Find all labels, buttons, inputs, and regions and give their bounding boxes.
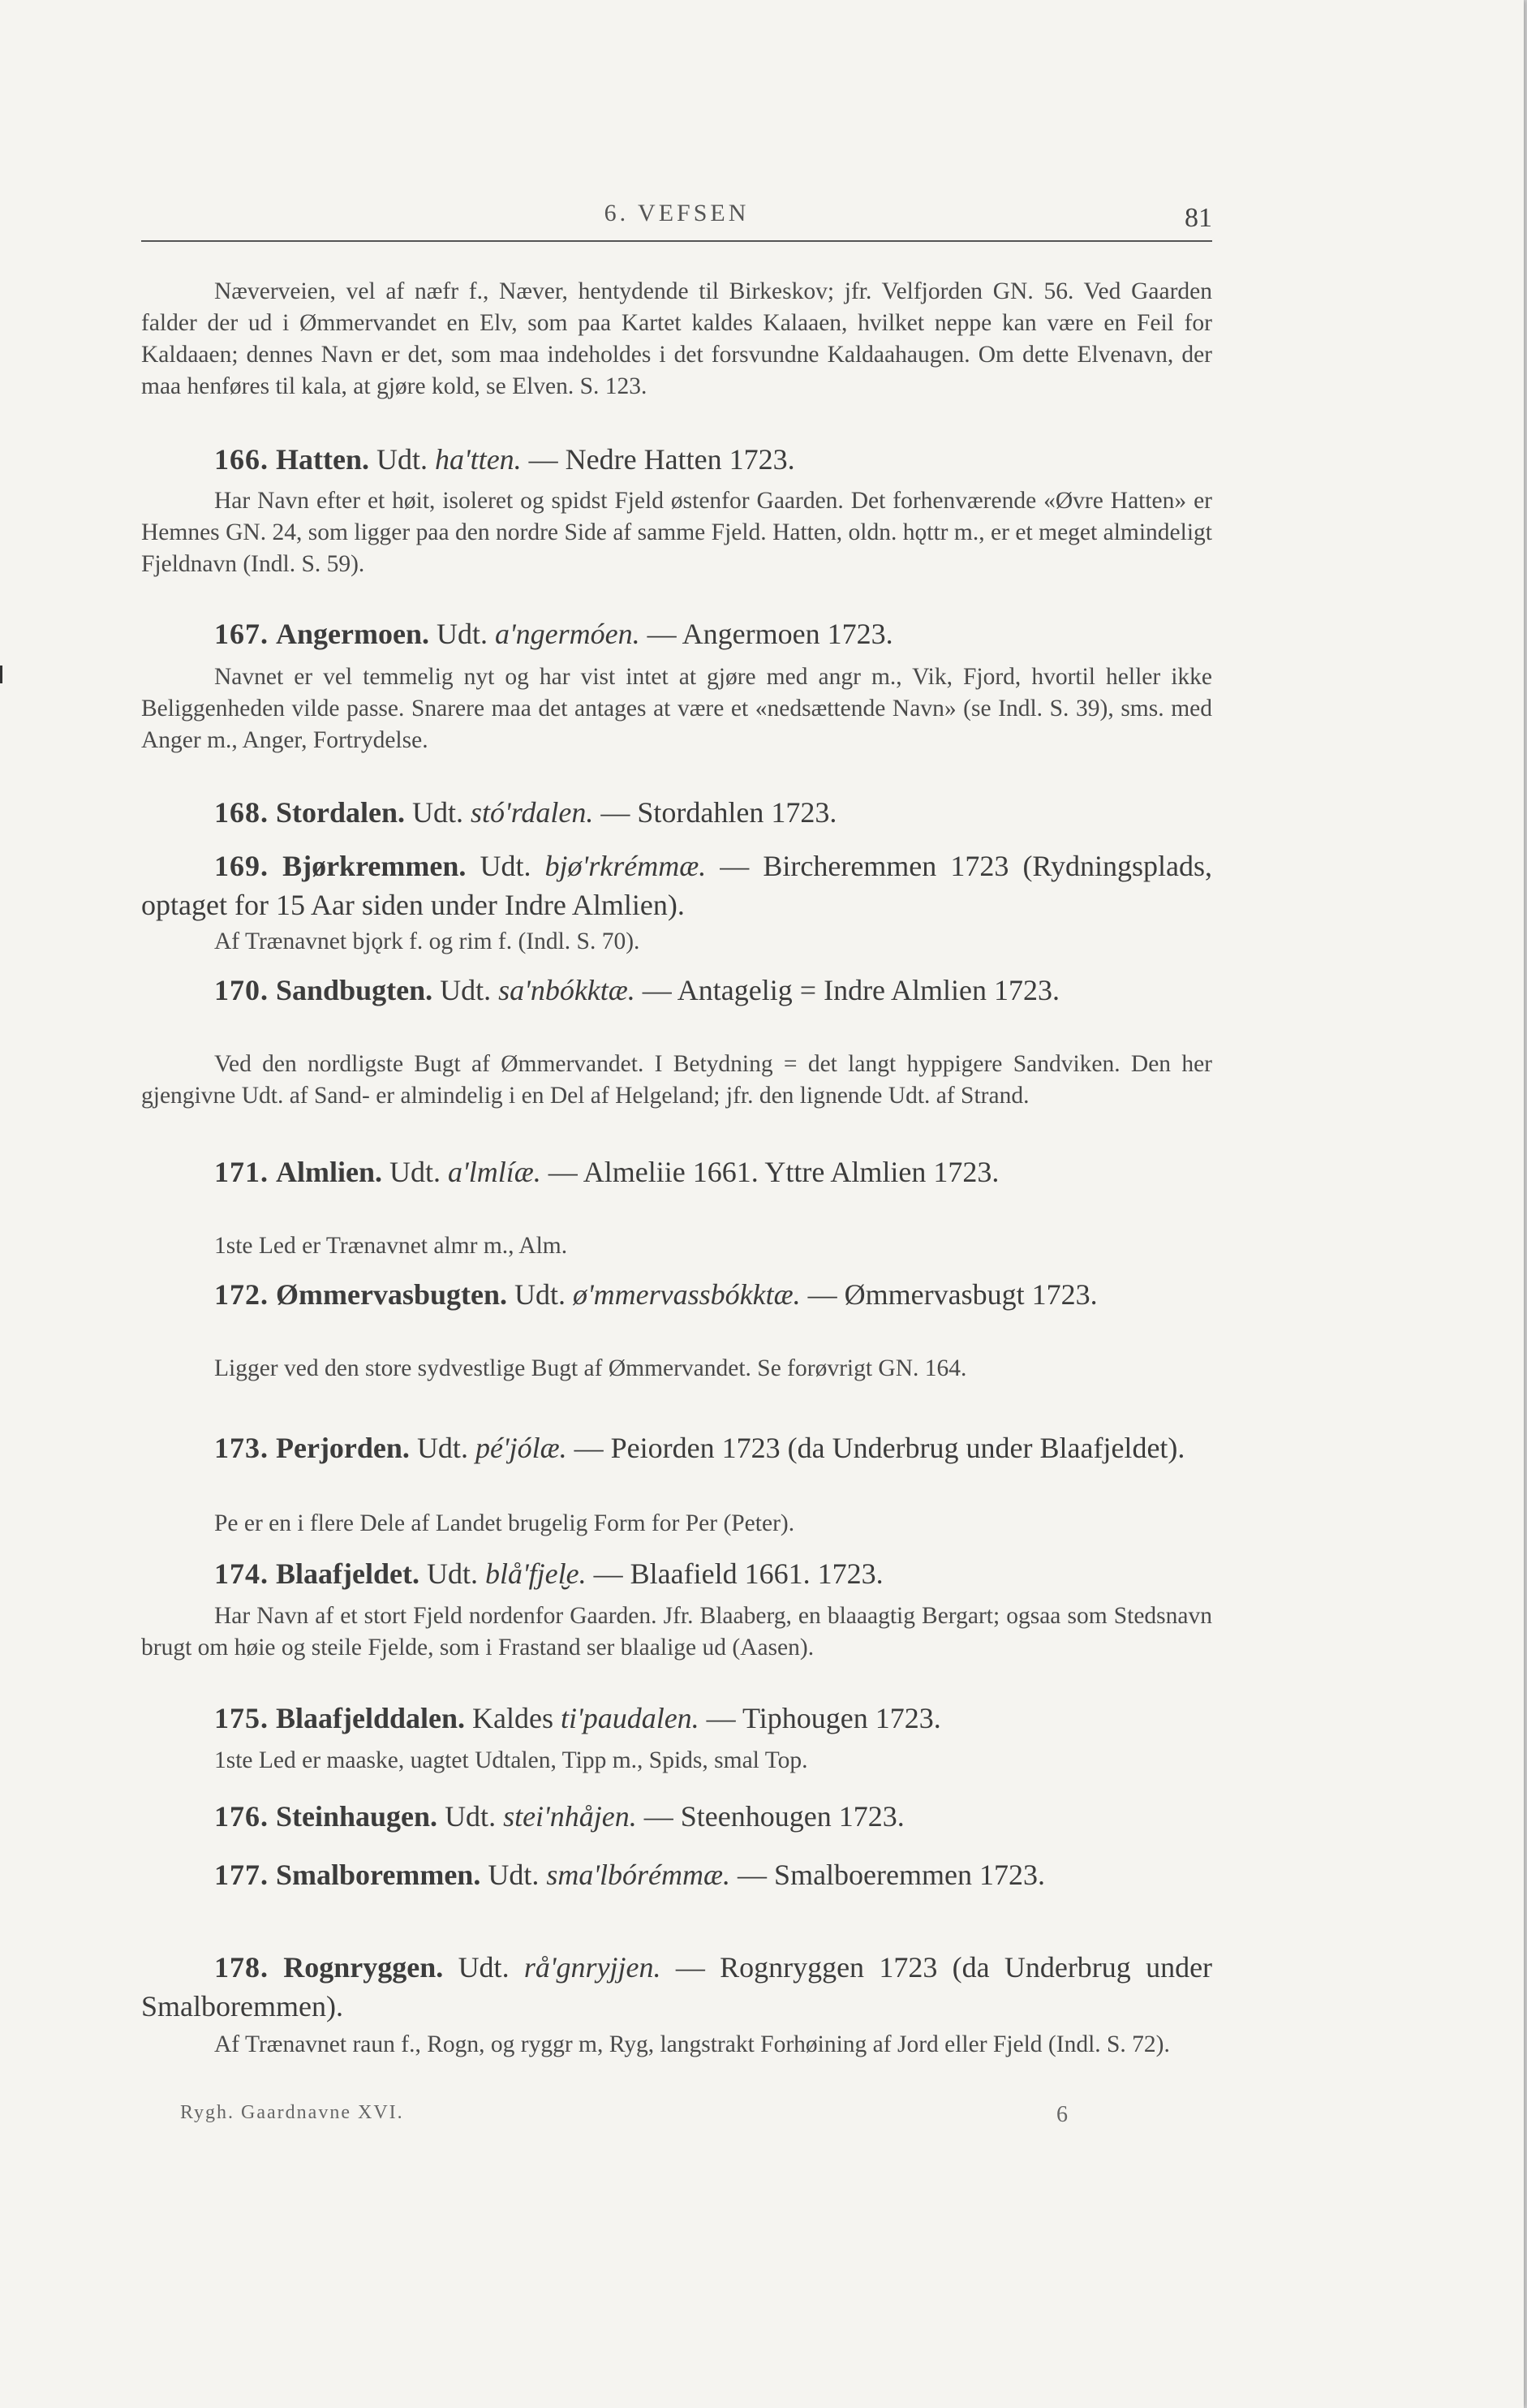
entry-rest: — Antagelig = Indre Almlien 1723. (642, 974, 1060, 1006)
entry-number: 168. (214, 796, 269, 829)
udt-form: a'lmlíæ. (448, 1156, 541, 1188)
entry-rest: — Steenhougen 1723. (643, 1800, 905, 1833)
entry-number: 170. (214, 974, 269, 1006)
entry-number: 172. (214, 1278, 269, 1311)
udt-label: Udt. (514, 1278, 566, 1311)
udt-label: Udt. (436, 618, 488, 650)
udt-form: pé'jólæ. (475, 1432, 567, 1464)
entry-rest: — Angermoen 1723. (647, 618, 893, 650)
entry-178 (141, 1948, 1212, 2026)
entry-rest: — Bircheremmen 1723 (Rydningsplads, optaget for 15 Aar siden under Indre Almlien). (141, 850, 1212, 921)
entry-177 (141, 1855, 1212, 1894)
entry-number: 177. (214, 1859, 269, 1891)
udt-form: stei'nhåjen. (503, 1800, 637, 1833)
udt-form: ø'mmervassbókktæ. (572, 1278, 801, 1311)
entry-name: Bjørkremmen. (282, 850, 467, 882)
udt-label: Udt. (376, 443, 428, 476)
udt-form: stó'rdalen. (471, 796, 594, 829)
intro-paragraph: Næverveien, vel af næfr f., Næver, hentydende til Birkeskov; jfr. Velfjorden GN. 56. Ved Gaarden falder der ud i Ømmervandet en Elv, som paa Kartet kaldes Kalaaen, hvilket neppe kan være en Feil for Kaldaaen; dennes Navn er det, som maa indeholdes i det forsvundne Kaldaahaugen. Om dette Elvenavn, der maa henføres til kala, at gjøre kold, se Elven. S. 123. (141, 278, 1212, 399)
entry-number: 175. (214, 1702, 269, 1734)
running-head (141, 200, 1212, 242)
entry-name: Steinhaugen. (276, 1800, 438, 1833)
entry-number: 166. (214, 443, 269, 476)
entry-name: Stordalen. (276, 796, 406, 829)
udt-label: Udt. (480, 850, 531, 882)
udt-form: blå'fjel̮e. (484, 1557, 587, 1590)
entry-173-note: Pe er en i flere Dele af Landet brugelig Form for Per (Peter). (214, 1510, 795, 1536)
udt-form: a'ngermóen. (494, 618, 640, 650)
entry-name: Blaafjeldet. (276, 1557, 419, 1590)
entry-name: Rognryggen. (283, 1951, 444, 1984)
entry-rest: — Ømmervasbugt 1723. (807, 1278, 1098, 1311)
entry-170 (141, 971, 1212, 1010)
entry-178-note: Af Trænavnet raun f., Rogn, og ryggr m, Ryg, langstrakt Forhøining af Jord eller Fjeld (Indl. S. 72). (214, 2031, 1170, 2057)
footer-source: Rygh. Gaardnavne XVI. (180, 2102, 404, 2123)
entry-176 (141, 1797, 1212, 1836)
entry-rest: — Almeliie 1661. Yttre Almlien 1723. (548, 1156, 1000, 1188)
entry-number: 178. (214, 1951, 269, 1984)
entry-170-note: Ved den nordligste Bugt af Ømmervandet. I Betydning = det langt hyppigere Sandviken. Den her gjengivne Udt. af Sand- er almindelig i en Del af Helgeland; jfr. den lignende Udt. af Strand. (141, 1051, 1212, 1109)
signature-mark: 6 (1056, 2102, 1069, 2127)
entry-174-note: Har Navn af et stort Fjeld nordenfor Gaarden. Jfr. Blaaberg, en blaaagtig Bergart; ogsaa som Stedsnavn brugt om høie og steile Fjelde, som i Frastand ser blaalige ud (Aasen). (141, 1603, 1212, 1661)
edge-mark (0, 666, 2, 683)
entry-number: 176. (214, 1800, 269, 1833)
entry-175-note: 1ste Led er maaske, uagtet Udtalen, Tipp m., Spids, smal Top. (214, 1747, 808, 1773)
udt-label: Udt. (488, 1859, 540, 1891)
udt-form: rå'gnryjjen. (523, 1951, 661, 1984)
entry-174 (141, 1554, 1212, 1593)
entry-name: Almlien. (276, 1156, 382, 1188)
entry-rest: — Blaafield 1661. 1723. (593, 1557, 884, 1590)
entry-rest: — Peiorden 1723 (da Underbrug under Blaafjeldet). (574, 1432, 1185, 1464)
entry-number: 174. (214, 1557, 269, 1590)
entry-name: Angermoen. (276, 618, 429, 650)
udt-form: bjø'rkrémmæ. (544, 850, 707, 882)
udt-form: sma'lbórémmæ. (546, 1859, 731, 1891)
entry-name: Blaafjelddalen. (276, 1702, 466, 1734)
entry-name: Perjorden. (276, 1432, 410, 1464)
entry-rest: — Stordahlen 1723. (600, 796, 837, 829)
entry-name: Sandbugten. (276, 974, 433, 1006)
udt-label: Kaldes (472, 1702, 553, 1734)
entry-number: 171. (214, 1156, 269, 1188)
udt-label: Udt. (389, 1156, 441, 1188)
chapter-title: 6. VEFSEN (604, 200, 750, 226)
entry-168 (141, 793, 1212, 832)
entry-name: Smalboremmen. (276, 1859, 481, 1891)
udt-form: ha'tten. (434, 443, 522, 476)
udt-form: ti'paudalen. (560, 1702, 699, 1734)
entry-number: 173. (214, 1432, 269, 1464)
udt-label: Udt. (440, 974, 492, 1006)
udt-label: Udt. (426, 1557, 478, 1590)
entry-rest: — Nedre Hatten 1723. (528, 443, 795, 476)
entry-number: 169. (214, 850, 269, 882)
entry-name: Ømmervasbugten. (276, 1278, 507, 1311)
entry-rest: — Rognryggen 1723 (da Underbrug under Smalboremmen). (141, 1951, 1213, 2022)
entry-172-note: Ligger ved den store sydvestlige Bugt af Ømmervandet. Se forøvrigt GN. 164. (214, 1355, 967, 1381)
entry-166 (141, 440, 1212, 479)
udt-label: Udt. (445, 1800, 497, 1833)
entry-171-note: 1ste Led er Trænavnet almr m., Alm. (214, 1233, 568, 1259)
entry-167 (141, 614, 1212, 653)
udt-label: Udt. (412, 796, 464, 829)
entry-169 (141, 846, 1212, 924)
entry-172 (141, 1275, 1212, 1314)
entry-171 (141, 1152, 1212, 1191)
udt-label: Udt. (416, 1432, 468, 1464)
udt-form: sa'nbókktæ. (498, 974, 635, 1006)
entry-rest: — Smalboeremmen 1723. (738, 1859, 1045, 1891)
entry-175 (141, 1699, 1212, 1738)
entry-169-note: Af Trænavnet bjǫrk f. og rim f. (Indl. S. 70). (214, 928, 640, 954)
entry-167-note: Navnet er vel temmelig nyt og har vist intet at gjøre med angr m., Vik, Fjord, hvortil heller ikke Beliggenheden vilde passe. Snarere maa det antages at være et «nedsættende Navn» (se Indl. S. 39), sms. med Anger m., Anger, Fortrydelse. (141, 664, 1212, 753)
page-number: 81 (1185, 203, 1212, 233)
entry-name: Hatten. (276, 443, 369, 476)
entry-166-note: Har Navn efter et høit, isoleret og spidst Fjeld østenfor Gaarden. Det forhenværende «Øvre Hatten» er Hemnes GN. 24, som ligger paa den nordre Side af samme Fjeld. Hatten, oldn. hǫttr m., er et meget almindeligt Fjeldnavn (Indl. S. 59). (141, 488, 1212, 577)
entry-number: 167. (214, 618, 269, 650)
entry-rest: — Tiphougen 1723. (706, 1702, 941, 1734)
udt-label: Udt. (458, 1951, 510, 1984)
entry-173 (141, 1428, 1212, 1467)
